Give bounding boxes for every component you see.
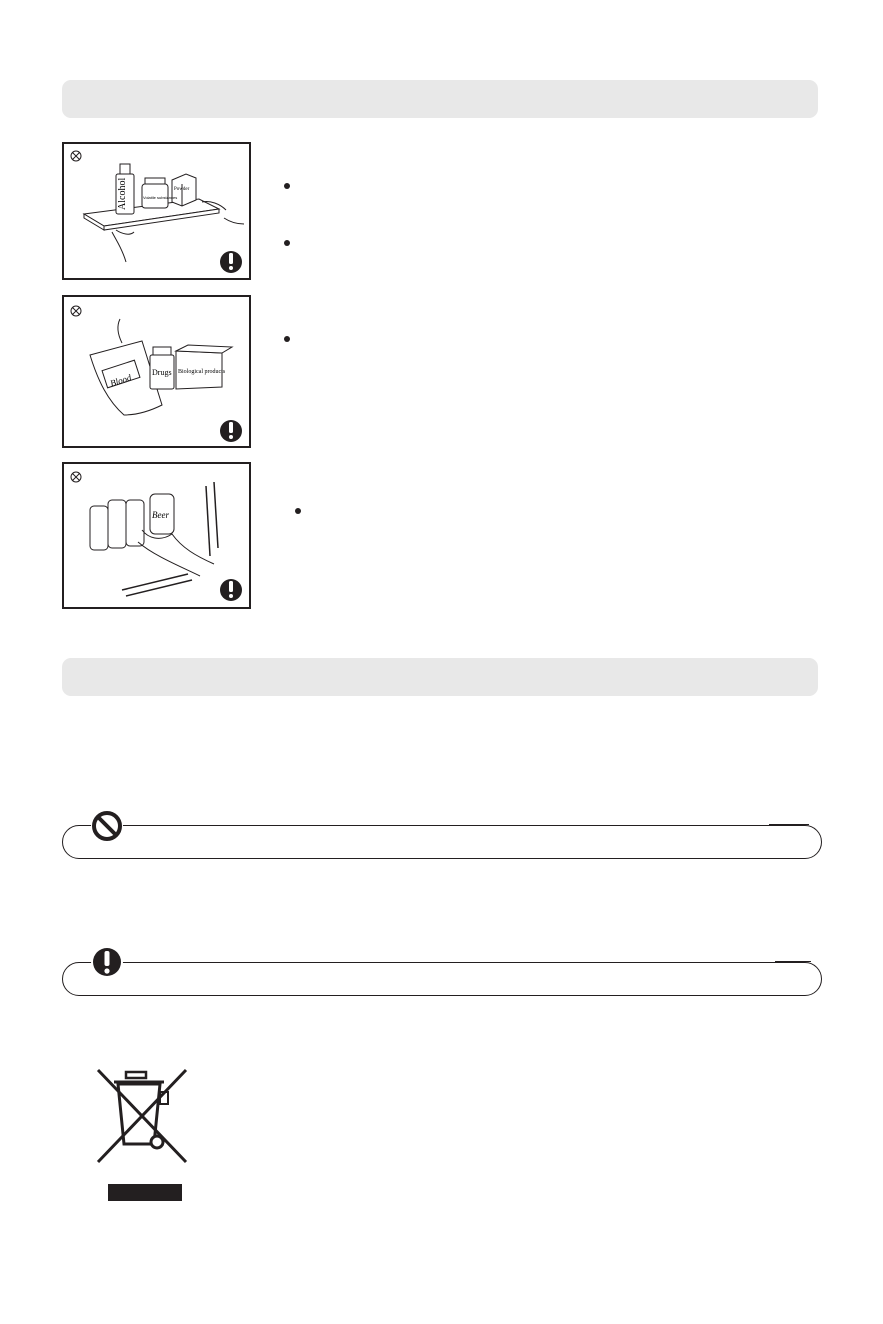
crossed-bin-icon <box>90 1062 196 1204</box>
prohibition-circle-icon <box>71 151 81 161</box>
label-volatile: Volatile substances <box>143 195 178 200</box>
label-biological: Biological products <box>178 369 226 375</box>
bullet-point <box>295 508 301 514</box>
section-header-disposal <box>62 658 818 696</box>
exclamation-icon <box>220 251 242 273</box>
section-header-storage <box>62 80 818 118</box>
label-alcohol: Alcohol <box>117 177 128 210</box>
label-drugs: Drugs <box>152 368 172 377</box>
illustration-panel-biological <box>62 295 251 448</box>
beer-illustration <box>64 464 251 609</box>
label-powder: Powder <box>174 187 190 192</box>
exclamation-icon <box>89 944 125 980</box>
prohibition-circle-icon <box>71 306 81 316</box>
label-blood: Blood <box>108 372 133 389</box>
mandatory-note <box>62 962 822 996</box>
biological-illustration <box>64 297 251 448</box>
illustration-panel-shelf <box>62 142 251 280</box>
prohibition-note <box>62 825 822 859</box>
prohibition-circle-icon <box>71 472 81 482</box>
exclamation-icon <box>220 579 242 601</box>
no-entry-icon <box>89 808 125 844</box>
illustration-panel-beer <box>62 462 251 609</box>
shelf-illustration <box>64 144 251 280</box>
bullet-point <box>284 183 290 189</box>
pill-tab-line <box>775 961 811 962</box>
bullet-point <box>284 336 290 342</box>
bullet-point <box>284 240 290 246</box>
exclamation-icon <box>220 420 242 442</box>
label-beer: Beer <box>152 510 169 520</box>
pill-tab-line <box>769 824 809 825</box>
